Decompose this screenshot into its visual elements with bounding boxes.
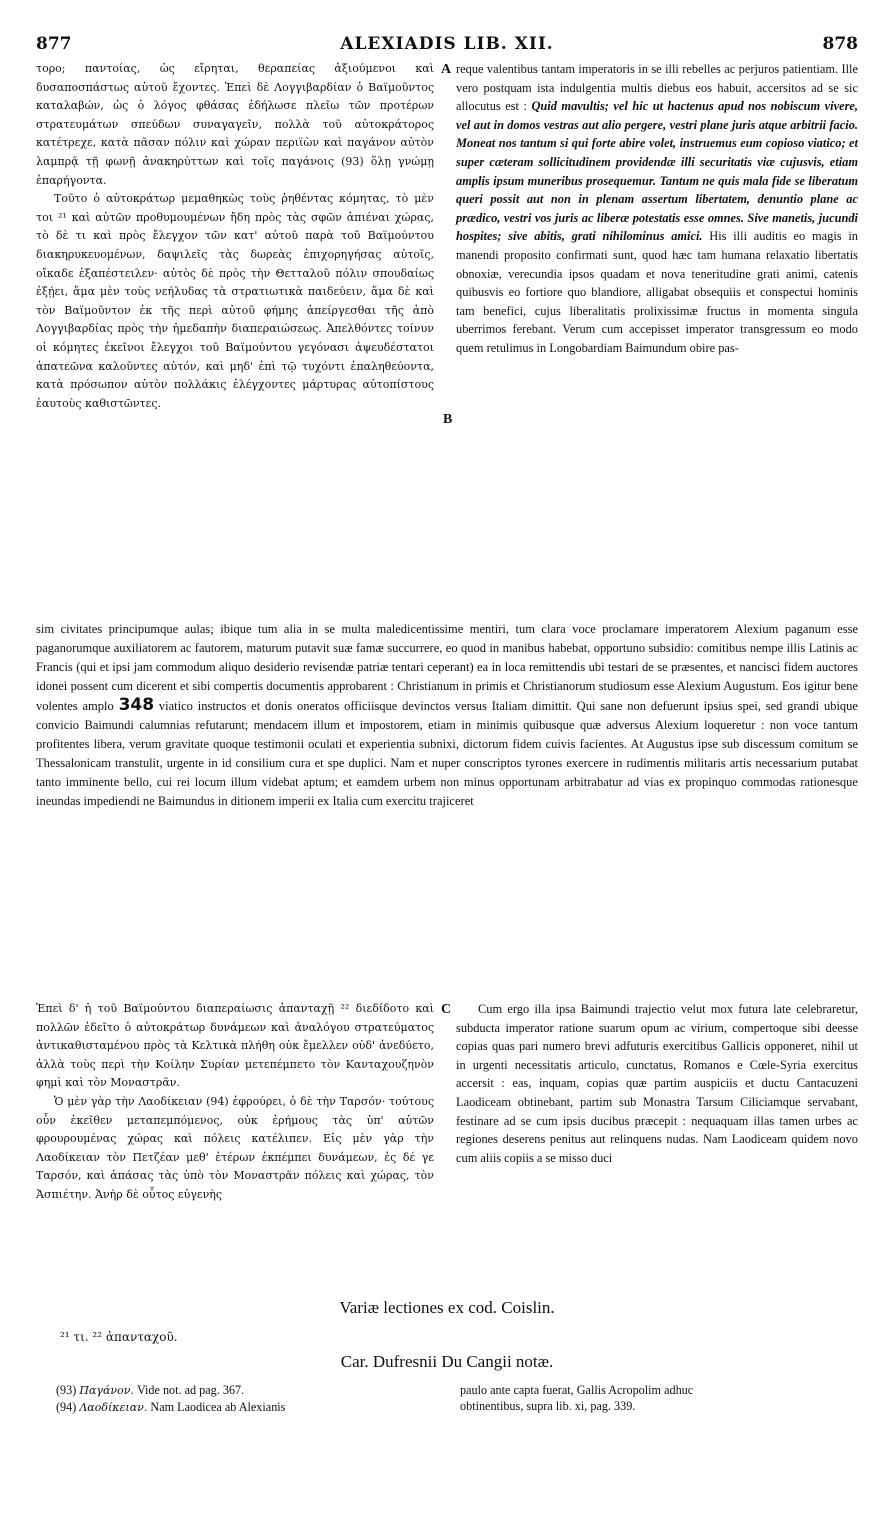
- latin-paragraph: Cum ergo illa ipsa Baimundi trajectio velut mox futura late celebraretur, subducta imperator ratione suarum opum ac virium, compertoque sibi deesse copias quas pari numero brevi adfuturis exercitibus Gallicis opponeret, nihil ut in urgenti necessitatis articulo, cunctatus, Romanos e Cœle-Syria exercitus accersit : eas, inquam, copias quæ partim auspiciis et ductu Cantacuzeni Laodiceam obtinebant, partim sub Monastra Tarsum Ciliciamque servabant, festinare ad se cum ipsis ducibus præcepit : nequaquam illas tamen urbes ac regiones deserens penitus aut relinquens nudas. Nam Laodiceam quidem novo cum aliis copiis a se misso duci: [456, 1002, 858, 1165]
- notes-heading: Car. Dufresnii Du Cangii notæ.: [340, 1352, 554, 1371]
- variae-heading: Variæ lectiones ex cod. Coislin.: [339, 1298, 555, 1317]
- greek-paragraph: Τοῦτο ὁ αὐτοκράτωρ μεμαθηκὼς τοὺς ῥηθέντας κόμητας, τὸ μὲν τοι ²¹ καὶ αὐτῶν προθυμουμένων ἤδη πρὸς τὰς σφῶν ἀπιέναι χώρας, τὸ δὲ τι καὶ πρὸς ἔλεγχον τῶν κατ' αὐτοῦ παρὰ τοῦ Βαϊμούντου διακηρυκευομένων, δαψιλεῖς τὰς δωρεὰς ἐπιχορηγήσας αὐτοῖς, οἴκαδε ἐξαπέστειλεν· αὐτὸς δὲ πρὸς τὴν Θετταλοῦ πόλιν σπουδαίως ἐξῄει, ἅμα μὲν τοὺς νεήλυδας τὰ στρατιωτικὰ παιδεύειν, ἅμα δὲ καὶ τὸν Βαϊμοῦντον ἐκ τῆς περὶ αὐτοῦ φήμης ἀπείργεσθαι τῆς ἀπὸ Λογγιβαρδίας πρὸς τὴν ἡμεδαπὴν διαπεραιώσεως. Ἀπελθόντες τοίνυν οἱ κόμητες ἐκεῖνοι ἔλεγχοι τοῦ Βαϊμούντου γεγόνασι ἀψευδέστατοι ἀπατεῶνα καλοῦντες αὐτόν, καὶ μηδ' ἐπὶ τῷ τυχόντι ἐπαληθεύοντα, κατὰ πρόσωπον αὐτὸν πολλάκις ἐλέγχοντες μάρτυρας αὐτοπίστους ἑαυτοὺς καθιστῶντες.: [36, 192, 434, 410]
- page-header: [36, 34, 858, 56]
- greek-paragraph: τορο; παντοίας, ὡς εἴρηται, θεραπείας ἀξιούμενοι καὶ δυσαποσπάστως αὐτοῦ ἔχοντες. Ἐπεὶ δὲ Λογγιβαρδίαν ὁ Βαϊμοῦντος καταλαβών, ὡς ὁ λόγος φθάσας ἐδήλωσε πλεῖω τῶν προτέρων στρατευμάτων σπεύδων συναγαγεῖν, πολλὰ τοῦ αὐτοκράτορος κατέτρεχε, κατὰ πᾶσαν πόλιν καὶ χώραν περιϊὼν καὶ παγάνον αὐτὸν λαμπρᾷ τῇ φωνῇ ἀνακηρύττων καὶ τοῖς παγάνοις (93) ὅλῃ γνώμῃ ἐπαρήγοντα.: [36, 62, 434, 187]
- latin-full-width: [36, 620, 858, 811]
- section-marker-c: C: [441, 1002, 452, 1017]
- variant-readings: ²¹ τι. ²² ἁπανταχοῦ.: [60, 1330, 178, 1344]
- latin-speech: Quid mavultis; vel hic ut hactenus apud nos nobiscum vivere, vel aut in domos vestras aut alio pergere, vestri plane juris atque arbitrii facio. Moneat nos tantum si qui forte abire volet, instruemus eum copioso viatico; et super cæteram sollicitudinem providendæ illi securitatis viæ cujusvis, etiam amplis ipsum muneribus prosequemur. Tantum ne quis mala fide se liberatum queri possit aut non in plenam assertum libertatem, denuntio plane ac prædico, vestri vos juris ac liberæ potestatis esse omnes. Sive manetis, jucundi hospites; sive abitis, grati nihilominus amici.: [456, 99, 859, 244]
- note-93: (93) Παγάνον. Vide not. ad pag. 367.: [56, 1383, 245, 1397]
- section-marker-b: B: [443, 412, 453, 427]
- greek-column-a: [36, 60, 434, 413]
- latin-text: reque valentibus tantam imperatoris in se illi rebelles ac perjuros patientiam. Ille vero postquam ista indulgentia multis diebus eos habuit, accersitos ad se sic allocutus est :: [456, 62, 858, 114]
- notes-left: [56, 1382, 446, 1416]
- left-page-number: 877: [36, 34, 72, 54]
- note-continuation: paulo ante capta fuerat, Gallis Acropolim adhuc: [460, 1383, 694, 1397]
- greek-paragraph: Ὁ μὲν γὰρ τὴν Λαοδίκειαν (94) ἐφρούρει, ὁ δὲ τὴν Ταρσόν· τούτους οὖν ἐκεῖθεν μεταπεμπόμενος, οὐκ ἐρήμους τὰς ὑπ' αὐτῶν φρουρουμένας χώρας καὶ πόλεις κατέλιπεν. Εἰς μὲν γὰρ τὴν Λαοδίκειαν τὸν Πετζέαν μεθ' ἑτέρων ἐκπέμπει δυνάμεων, ἐς δέ γε Ταρσόν, καὶ ἁπάσας τὰς ὑπὸ τὸν Μοναστρᾶν πόλεις καὶ χώρας, τὸν Ἀσπιέτην. Ἀνὴρ δὲ οὗτος εὐγενὴς: [36, 1094, 434, 1201]
- latin-text: sim civitates principumque aulas; ibique tum alia in se multa maledicentissime mentiri, tum clara voce proclamare imperatorem Alexium paganum esse paganorumque auxiliatorem ac fautorem, maturum putavit suæ famæ succurrere, eo quod in manibus habebat, opportuno subsidio: comitibus nempe illis Latinis ac Francis (qui et ipsi jam commodum aliquo desiderio revisendæ patriæ tentari ceperant) ea in loca remittendis ubi testari de se præsentes, et nancisci fidem auctores idonei possent cum dicerent et sibi compertis documentis approbarent : Christianum in primis et Christianorum studiosum esse Alexium Augustum. Eos igitur bene volentes amplo: [36, 622, 858, 713]
- marginal-page-number: 348: [118, 695, 155, 715]
- greek-paragraph: Ἐπεὶ δ' ἡ τοῦ Βαϊμούντου διαπεραίωσις ἁπανταχῇ ²² διεδίδοτο καὶ πολλῶν ἐδεῖτο ὁ αὐτοκράτωρ δυνάμεων καὶ ἀναλόγου στρατεύματος ἀντικαθισταμένου πρὸς τὰ Κελτικὰ πλήθη οὐκ ἔμελλεν οὐδ' ἀνεδύετο, ἀλλὰ τοὺς περὶ τὴν Κοίλην Συρίαν μετεπέμπετο τὸν Κανταχουζηνὸν φημὶ καὶ τὸν Μοναστρᾶν.: [36, 1002, 434, 1090]
- latin-text: viatico instructos et donis oneratos officiisque devinctos versus Italiam dimittit. Qui sane non defuerunt ipsius spei, sed grandi ubique convicio Baimundi calumnias refutarunt; mendacem illum et impostorem, etiam in minimis quibusque quæ adversus Alexium loqueretur : non voce tantum profitentes libera, verum gravitate quoque testimonii oculati et experientia subnixi, dictorum fidem cuivis facientes. At Augustus ipse sub discessum comitum se Thessalonicam transtulit, urgente in id consilium cura et spe duplici. Nam et nuper conscriptos tyrones exercere in rudimentis militaris artis necessarium putabat tanto imminente bello, cui rei locum illum videbat aptum; et eamdem urbem non minus opportunam arbitrabatur ad vias ex propinquo commodas rationesque ineundas impediendi ne Baimundus in ditionem imperii ex Italia cum exercitu trajiceret: [36, 699, 858, 808]
- latin-column-a: [456, 60, 858, 358]
- latin-column-c: [456, 1000, 858, 1167]
- notes-right: [460, 1382, 858, 1414]
- note-continuation: obtinentibus, supra lib. xi, pag. 339.: [460, 1399, 636, 1413]
- right-page-number: 878: [822, 34, 858, 54]
- greek-column-c: [36, 1000, 434, 1205]
- running-title: ALEXIADIS LIB. XII.: [340, 34, 554, 54]
- section-marker-a: A: [441, 62, 452, 77]
- note-94: (94) Λαοδίκειαν. Nam Laodicea ab Alexianis: [56, 1400, 286, 1414]
- latin-text: His illi auditis eo magis in manendi proposito confirmati sunt, quod hæc tam humana relaxatio libertatis obnoxiæ, verecundia ipsos quadam et nova teneritudine grati animi, catenis quibusvis eo fortiore quo blandiore, alligabat obsequiis et conspectui hominis tam benefici, cujus liberalitatis prolixissimæ fructus in momenta singula uberrimos ferebant. Verum cum accepisset imperator transgressum eo modo quem retulimus in Longobardiam Baimundum obire pas-: [456, 229, 858, 355]
